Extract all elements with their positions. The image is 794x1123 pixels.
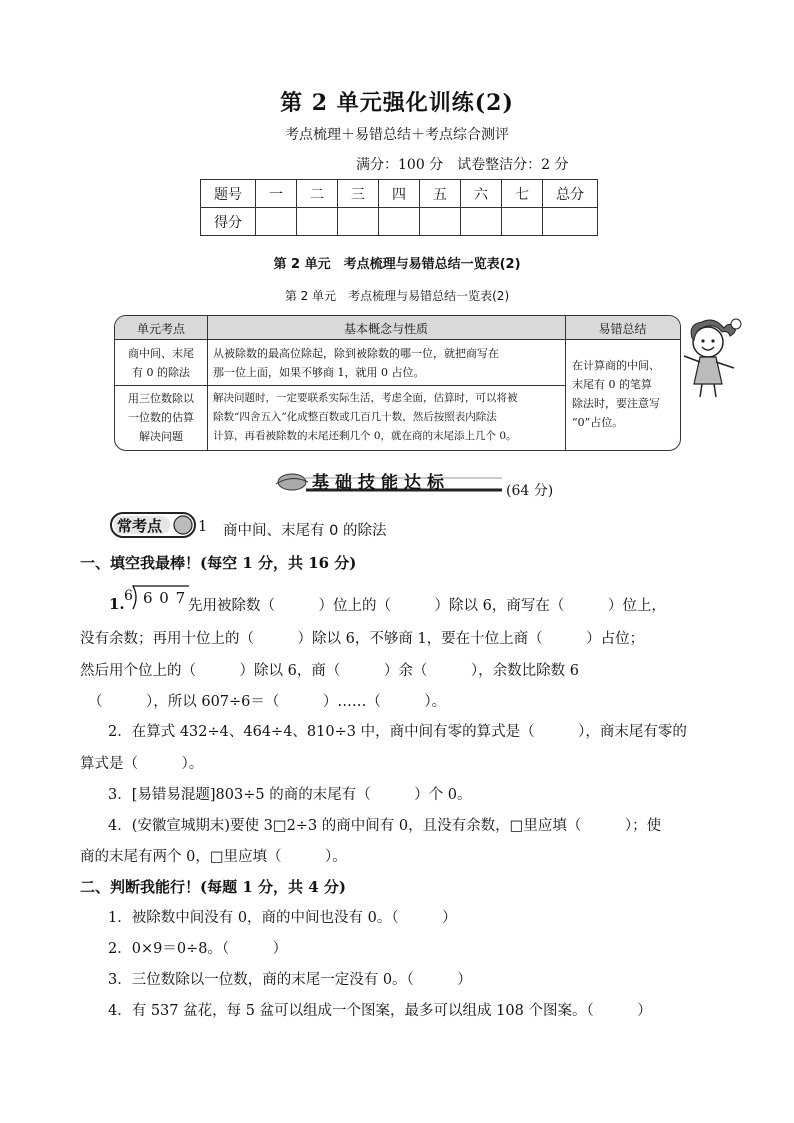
score-cell: 五: [420, 180, 461, 208]
badge-label: 常考点: [117, 517, 163, 535]
score-cell: 三: [338, 180, 379, 208]
page-title: 第 2 单元强化训练(2): [280, 90, 514, 116]
score-cell: 二: [297, 180, 338, 208]
table-caption: 第 2 单元 考点梳理与易错总结一览表(2): [273, 257, 521, 272]
text-line: 解决问题: [139, 430, 183, 443]
score-row-label: 得分: [201, 208, 256, 236]
divider: [565, 316, 566, 450]
q3-line: 3．[易错易混题]803÷5 的商的末尾有（ ）个 0。: [108, 787, 472, 803]
judge-line: 3．三位数除以一位数，商的末尾一定没有 0。（ ）: [108, 972, 472, 988]
score-input-cell[interactable]: [379, 208, 420, 236]
score-cell: 题号: [201, 180, 256, 208]
header-concept: 基本概念与性质: [343, 322, 428, 336]
text-line: 在计算商的中间、: [572, 359, 660, 372]
q1-line: 然后用个位上的（ ）除以 6，商（ ）余（ ），余数比除数 6: [80, 663, 579, 679]
score-input-cell[interactable]: [461, 208, 502, 236]
table-caption-secondary: 第 2 单元 考点梳理与易错总结一览表(2): [284, 289, 510, 303]
q1-line: 没有余数；再用十位上的（ ）除以 6，不够商 1，要在十位上商（ ）占位；: [80, 631, 645, 647]
cartoon-girl-illustration: [678, 312, 744, 400]
score-cell: 六: [461, 180, 502, 208]
q4-line: 商的末尾有两个 0，□里应填（ ）。: [80, 849, 347, 865]
score-table-header-row: [201, 180, 598, 208]
q2-line: 算式是（ ）。: [80, 756, 204, 772]
row1-topic: [115, 344, 207, 382]
divider: [115, 385, 565, 386]
divider: [207, 316, 208, 450]
score-table: [200, 179, 598, 236]
mistake-summary: [572, 356, 677, 432]
q1-line: （ ），所以 607÷6＝（ ）……（ ）。: [88, 694, 447, 710]
score-input-cell[interactable]: [543, 208, 598, 236]
q2-line: 2．在算式 432÷4、464÷4、810÷3 中，商中间有零的算式是（ ），商末尾有零的: [108, 724, 687, 740]
long-division-dividend: 6 0 7: [143, 589, 187, 607]
text-line: 解决问题时，一定要联系实际生活，考虑全面，估算时，可以将被: [213, 392, 518, 404]
text-line: 那一位上面，如果不够商 1，就用 0 占位。: [213, 366, 425, 379]
score-input-cell[interactable]: [297, 208, 338, 236]
judge-line: 2．0×9＝0÷8。（ ）: [108, 941, 288, 957]
score-input-cell[interactable]: [420, 208, 461, 236]
q1-line: 先用被除数（ ）位上的（ ）除以 6，商写在（ ）位上，: [188, 598, 666, 614]
part1-heading: 一、填空我最棒！(每空 1 分，共 16 分): [80, 554, 357, 572]
score-cell: 总分: [543, 180, 598, 208]
page-subtitle: 考点梳理＋易错总结＋考点综合测评: [285, 127, 509, 143]
score-input-cell[interactable]: [256, 208, 297, 236]
text-line: 除法时，要注意写: [572, 397, 660, 410]
score-cell: 七: [502, 180, 543, 208]
text-line: 计算，再看被除数的末尾还剩几个 0，就在商的末尾添上几个 0。: [213, 430, 517, 442]
text-line: 从被除数的最高位除起，除到被除数的哪一位，就把商写在: [213, 347, 499, 360]
badge-number: 1: [198, 519, 208, 535]
review-table: [114, 315, 681, 451]
review-table-header: [115, 316, 680, 340]
judge-line: 4．有 537 盆花，每 5 盆可以组成一个图案，最多可以组成 108 个图案。（ ）: [108, 1003, 652, 1019]
q1-number: 1.: [109, 595, 125, 613]
q4-line: 4．(安徽宣城期末)要使 3□2÷3 的商中间有 0，且没有余数，□里应填（ ）；使: [108, 818, 662, 834]
part2-heading: 二、判断我能行！(每题 1 分，共 4 分): [80, 878, 346, 896]
score-input-cell[interactable]: [338, 208, 379, 236]
header-mistake: 易错总结: [598, 322, 647, 336]
row2-topic: [115, 389, 207, 446]
text-line: 除数“四舍五入”化成整百数或几百几十数，然后按照表内除法: [213, 411, 497, 423]
score-table-score-row: [201, 208, 598, 236]
header-topic: 单元考点: [136, 322, 185, 336]
text-line: 商中间、末尾: [128, 347, 194, 360]
full-score: 满分：100 分 试卷整洁分：2 分: [356, 157, 569, 173]
text-line: 一位数的估算: [128, 411, 194, 424]
key-point-badge: [110, 511, 194, 537]
score-cell: 一: [256, 180, 297, 208]
score-cell: 四: [379, 180, 420, 208]
section-points: (64 分): [506, 483, 554, 499]
text-line: “0”占位。: [572, 416, 624, 429]
text-line: 用三位数除以: [128, 392, 194, 405]
judge-line: 1．被除数中间没有 0，商的中间也没有 0。（ ）: [108, 910, 457, 926]
section-title: 基础技能达标: [312, 473, 450, 493]
text-line: 有 0 的除法: [132, 366, 190, 379]
badge-topic: 商中间、末尾有 0 的除法: [223, 523, 387, 539]
score-input-cell[interactable]: [502, 208, 543, 236]
text-line: 末尾有 0 的笔算: [572, 378, 652, 391]
long-division-divisor: 6: [124, 588, 133, 604]
row2-concept: [213, 389, 563, 446]
row1-concept: [213, 344, 563, 382]
